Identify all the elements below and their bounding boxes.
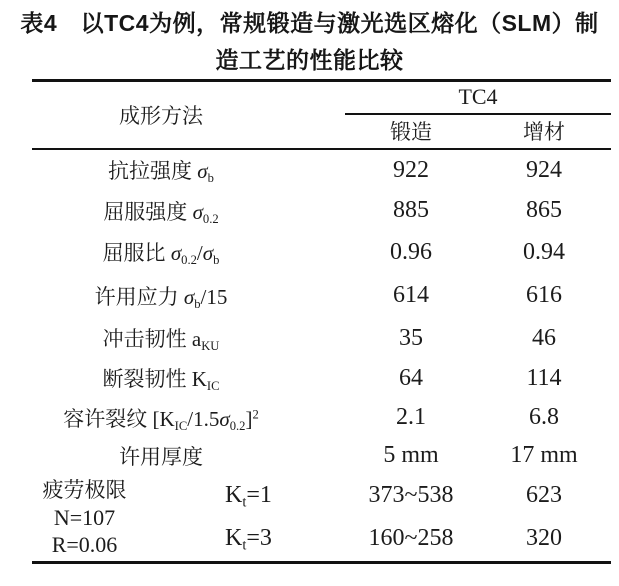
additive-value: 6.8 [529, 404, 559, 430]
forge-column-header: 锻造 [345, 114, 477, 149]
table-row [32, 149, 611, 191]
table-row [32, 191, 611, 231]
forge-value: 35 [399, 324, 423, 351]
forge-value: 0.96 [390, 238, 432, 265]
row-label-allowable-stress: 许用应力 $\sigma_b/15$ [94, 284, 228, 311]
comparison-table [32, 79, 611, 564]
row-label-yield-ratio: 屈服比 $\sigma_{0.2}/\sigma_b$ [102, 241, 220, 267]
row-label-tensile-strength: 抗拉强度 $\sigma_b$ [108, 159, 214, 185]
header-row-group [32, 81, 611, 114]
caption-line-2: 造工艺的性能比较 [215, 47, 404, 73]
additive-value: 924 [526, 156, 562, 183]
additive-value: 320 [526, 525, 562, 552]
table-caption [0, 0, 619, 79]
table-row [32, 318, 611, 359]
fatigue-cycles-line: N=107 [53, 504, 116, 530]
forge-value: 922 [393, 156, 429, 183]
kt-factor-label: $K_t=1$ [225, 481, 272, 510]
row-label-yield-strength: 屈服强度 $\sigma_{0.2}$ [103, 199, 219, 226]
additive-value: 623 [526, 481, 562, 508]
kt-factor-label: $K_t=3$ [225, 525, 272, 554]
forge-value: 64 [399, 364, 423, 391]
caption-line-1: 表4 以TC4为例，常规锻造与激光选区熔化（SLM）制 [20, 10, 599, 36]
fatigue-ratio-line: R=0.06 [51, 531, 118, 557]
additive-value: 865 [526, 197, 562, 223]
row-label-fracture-toughness: 断裂韧性 $K_{IC}$ [102, 367, 220, 393]
fatigue-label-line: 疲劳极限 [42, 477, 127, 502]
method-column-header: 成形方法 [32, 81, 345, 149]
table-row [32, 398, 611, 438]
forge-value: 614 [393, 282, 429, 308]
forge-value: 160~258 [368, 525, 454, 552]
additive-value: 616 [526, 282, 562, 308]
forge-value: 373~538 [368, 481, 454, 508]
forge-value: 2.1 [396, 404, 426, 430]
forge-value: 5 mm [383, 442, 439, 468]
row-label-allowable-crack: 容许裂纹 $[K_{IC}/1.5\sigma_{0.2}]^2$ [63, 406, 259, 433]
table-row [32, 231, 611, 274]
row-label-impact-toughness: 冲击韧性 $a_{KU}$ [102, 327, 220, 353]
additive-value: 114 [526, 364, 562, 391]
additive-column-header: 增材 [477, 114, 611, 149]
table-row [32, 359, 611, 398]
forge-value: 885 [393, 197, 429, 223]
table-row-fatigue [32, 474, 611, 517]
tc4-group-header: TC4 [345, 81, 611, 114]
additive-value: 46 [532, 324, 556, 351]
row-label-allowable-thickness: 许用厚度 [119, 444, 203, 469]
table-row [32, 274, 611, 318]
fatigue-limit-label [32, 474, 152, 563]
table-row [32, 438, 611, 474]
additive-value: 0.94 [523, 238, 565, 265]
additive-value: 17 mm [510, 442, 578, 468]
